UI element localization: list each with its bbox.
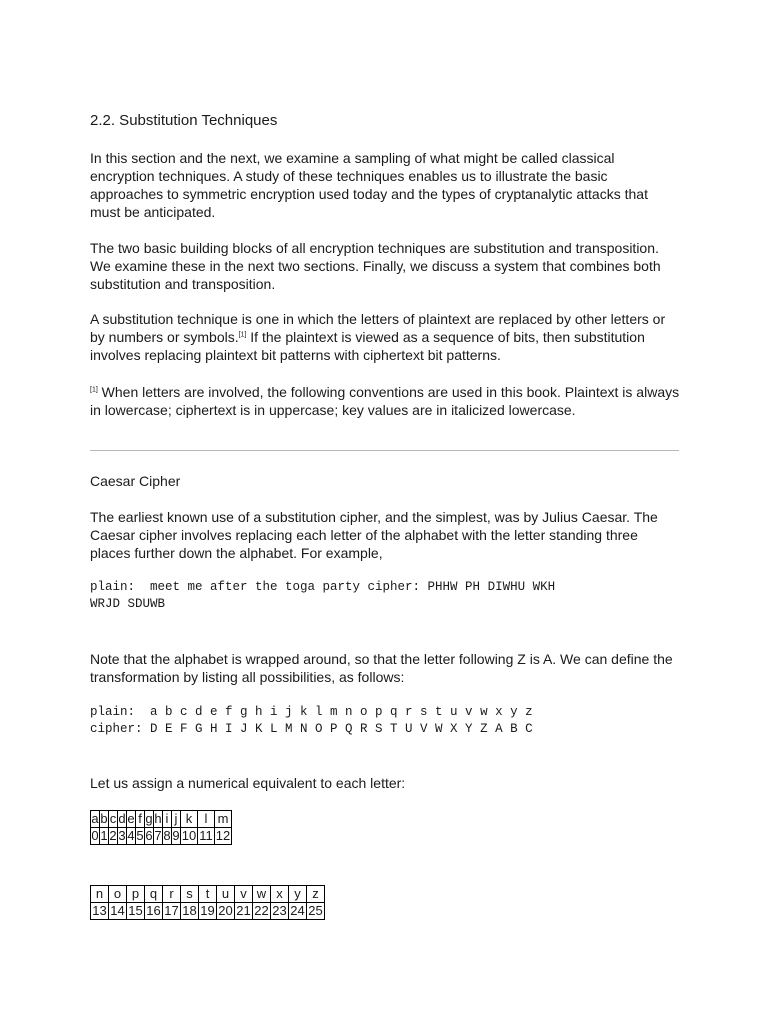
footnote-reference[interactable]: [1] <box>238 331 247 339</box>
caesar-intro-paragraph: The earliest known use of a substitution cipher, and the simplest, was by Julius Caesar. The Caesar cipher involves replacing each letter of the alphabet with the letter standing three places further down the alphabet. For example, <box>90 509 658 561</box>
letter-cell: v <box>235 886 253 903</box>
letter-cell: c <box>109 811 117 826</box>
numerical-equivalent-paragraph: Let us assign a numerical equivalent to each letter: <box>90 775 406 791</box>
number-cell: 0 <box>91 828 99 843</box>
letter-cell: d <box>118 811 126 826</box>
letter-cell: k <box>181 811 198 828</box>
mapping-plain-row: plain: a b c d e f g h i j k l m n o p q r s t u v w x y z <box>90 705 533 719</box>
letter-cell: u <box>217 886 235 903</box>
paragraph-text: If the plaintext is viewed as a sequence of bits, then substitution involves replacing plaintext bit patterns with ciphertext bit patterns. <box>90 329 645 363</box>
letter-cell: o <box>109 886 127 903</box>
number-cell: 23 <box>272 903 287 918</box>
letter-cell: e <box>127 811 135 826</box>
letter-cell: n <box>91 886 109 903</box>
numeric-table-n-z <box>90 885 325 920</box>
number-cell: 18 <box>182 903 197 918</box>
number-cell: 25 <box>308 903 323 918</box>
letter-cell: l <box>198 811 215 828</box>
caesar-example <box>90 579 680 613</box>
letter-cell: w <box>253 886 271 903</box>
number-cell: 15 <box>128 903 143 918</box>
section-divider <box>90 450 679 451</box>
mapping-cipher-row: cipher: D E F G H I J K L M N O P Q R S T U V W X Y Z A B C <box>90 722 533 736</box>
number-cell: 5 <box>136 828 144 843</box>
wraparound-paragraph: Note that the alphabet is wrapped around, so that the letter following Z is A. We can define the transformation by listing all possibilities, as follows: <box>90 651 673 685</box>
number-cell: 17 <box>164 903 179 918</box>
letters-row <box>91 886 325 903</box>
number-cell: 14 <box>110 903 125 918</box>
letter-cell: i <box>163 811 172 828</box>
number-cell: 21 <box>236 903 251 918</box>
letter-cell: s <box>181 886 199 903</box>
letter-cell: r <box>163 886 181 903</box>
alphabet-mapping <box>90 704 680 738</box>
building-blocks-paragraph: The two basic building blocks of all encryption techniques are substitution and transposition. We examine these in the next two sections. Finally, we discuss a system that combines both substitution and transposition. <box>90 240 661 292</box>
footnote-text: When letters are involved, the following conventions are used in this book. Plaintext is always in lowercase; ciphertext is in uppercase; key values are in italicized lowercase. <box>90 384 680 418</box>
paragraph-text: A substitution technique is one in which the letters of plaintext are replaced by other letters or by numbers or symbols. <box>90 311 666 345</box>
section-title: 2.2. Substitution Techniques <box>90 112 278 129</box>
letter-cell: q <box>145 886 163 903</box>
example-line: plain: meet me after the toga party cipher: PHHW PH DIWHU WKH <box>90 580 556 594</box>
number-cell: 22 <box>254 903 269 918</box>
footnote <box>90 383 680 419</box>
example-line: WRJD SDUWB <box>90 597 166 611</box>
number-cell: 3 <box>118 828 126 843</box>
number-cell: 2 <box>109 828 117 843</box>
letter-cell: y <box>289 886 307 903</box>
number-cell: 7 <box>154 828 162 843</box>
number-cell: 16 <box>146 903 161 918</box>
number-cell: 24 <box>290 903 305 918</box>
letter-cell: a <box>91 811 99 826</box>
number-cell: 1 <box>100 828 108 843</box>
number-cell: 11 <box>199 828 213 843</box>
caesar-heading: Caesar Cipher <box>90 473 181 489</box>
letter-cell: x <box>271 886 289 903</box>
intro-paragraph: In this section and the next, we examine a sampling of what might be called classical encryption techniques. A study of these techniques enables us to illustrate the basic approaches to symmetric encryption used today and the types of cryptanalytic attacks that must be anticipated. <box>90 150 648 220</box>
letter-cell: p <box>127 886 145 903</box>
letter-cell: z <box>307 886 325 903</box>
numeric-table-a-m <box>90 810 232 845</box>
letter-cell: f <box>136 811 145 828</box>
letter-cell: b <box>100 811 108 826</box>
number-cell: 20 <box>218 903 233 918</box>
substitution-definition-paragraph <box>90 310 680 364</box>
letter-cell: h <box>154 811 162 826</box>
number-cell: 9 <box>172 828 180 843</box>
letters-row <box>91 811 232 828</box>
numbers-row <box>91 903 325 920</box>
number-cell: 8 <box>163 828 171 843</box>
number-cell: 10 <box>181 828 197 843</box>
numbers-row <box>91 828 232 845</box>
footnote-marker: [1] <box>90 386 98 394</box>
number-cell: 12 <box>215 828 231 843</box>
letter-cell: t <box>199 886 217 903</box>
number-cell: 4 <box>127 828 135 843</box>
number-cell: 19 <box>200 903 215 918</box>
letter-cell: j <box>172 811 181 828</box>
letter-cell: g <box>145 811 153 826</box>
letter-cell: m <box>215 811 232 828</box>
number-cell: 13 <box>92 903 107 918</box>
number-cell: 6 <box>145 828 153 843</box>
